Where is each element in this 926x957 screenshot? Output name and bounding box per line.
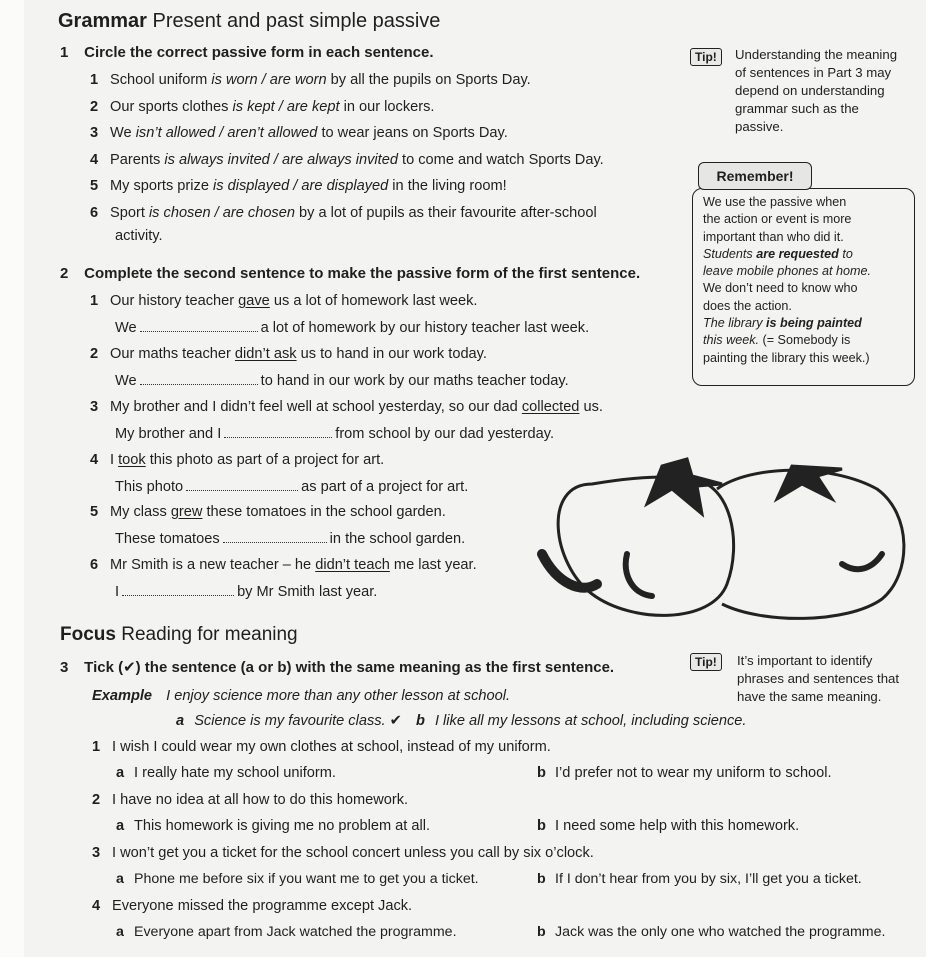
item-number: 3 — [92, 845, 101, 861]
example-text: this week. — [703, 333, 759, 348]
item-number: 4 — [90, 152, 99, 168]
ex2-item-2-answer — [115, 372, 569, 389]
exercise-number: 2 — [60, 265, 69, 282]
remember-line: important than who did it. — [703, 229, 844, 244]
answer-lead: I — [115, 584, 120, 600]
answer-tail: from school by our dad yesterday. — [335, 426, 555, 442]
ex3-item-4-option-b[interactable] — [537, 924, 885, 940]
tip-line: passive. — [735, 119, 784, 134]
ex1-item-4 — [90, 152, 604, 168]
item-text: I — [110, 452, 119, 468]
answer-tail: to hand in our work by our maths teacher today. — [260, 373, 569, 389]
answer-tail: in the school garden. — [329, 531, 466, 547]
remember-title: Remember! — [698, 162, 812, 190]
item-number: 5 — [90, 178, 99, 194]
tip-label: Tip! — [690, 653, 722, 671]
item-text: by all the pupils on Sports Day. — [326, 72, 531, 88]
item-text: Our sports clothes — [110, 99, 233, 115]
ex3-item-2-option-a[interactable] — [116, 818, 430, 834]
page-margin — [0, 0, 24, 957]
item-text: these tomatoes in the school garden. — [202, 504, 446, 520]
ex3-item-1-option-b[interactable] — [537, 765, 832, 781]
tip-line: phrases and sentences that — [737, 671, 900, 686]
title-rest: Present and past simple passive — [152, 10, 441, 32]
answer-blank[interactable] — [140, 319, 258, 332]
remember-example-1 — [703, 246, 871, 263]
tip-line: It’s important to identify — [737, 653, 873, 668]
item-text: by a lot of pupils as their favourite after-school — [294, 205, 597, 221]
tick-icon: ✔ — [389, 713, 402, 729]
item-text: Our maths teacher — [110, 346, 235, 362]
tip-line: have the same meaning. — [737, 689, 882, 704]
ex2-item-6 — [90, 557, 477, 573]
exercise-3-instruction — [60, 658, 614, 676]
answer-blank[interactable] — [186, 478, 298, 491]
remember-line: the action or event is more — [703, 212, 852, 227]
item-text: us a lot of homework last week. — [269, 293, 478, 309]
underlined-verb: took — [118, 452, 146, 468]
ex3-item-1 — [92, 739, 551, 755]
page-title — [58, 10, 440, 33]
exercise-number: 1 — [60, 44, 69, 61]
option-label: a — [116, 818, 125, 834]
exercise-2-instruction — [60, 265, 640, 282]
item-text: Everyone missed the programme except Jack. — [112, 898, 413, 914]
ex1-item-6-continued: activity. — [115, 228, 163, 244]
tip-line: Understanding the meaning — [735, 47, 898, 62]
instruction-text: Complete the second sentence to make the passive form of the first sentence. — [84, 265, 641, 282]
ex3-item-3-option-b[interactable] — [537, 871, 862, 887]
item-options[interactable]: is kept / are kept — [232, 99, 340, 115]
example-text: to — [838, 246, 853, 261]
item-text: to wear jeans on Sports Day. — [317, 125, 508, 141]
item-number: 6 — [90, 557, 99, 573]
item-text: We — [110, 125, 136, 141]
ex3-item-2-option-b[interactable] — [537, 818, 799, 834]
tip-line: of sentences in Part 3 may — [735, 65, 892, 80]
answer-lead: My brother and I — [115, 426, 222, 442]
ex2-item-5 — [90, 504, 446, 520]
item-text: us to hand in our work today. — [296, 346, 487, 362]
item-options[interactable]: isn’t allowed / aren’t allowed — [135, 125, 318, 141]
remember-line: We don’t need to know who — [703, 281, 858, 296]
item-text: I wish I could wear my own clothes at school, instead of my uniform. — [112, 739, 551, 755]
underlined-verb: grew — [170, 504, 203, 520]
option-b-text: If I don’t hear from you by six, I’ll get you a ticket. — [555, 871, 862, 887]
tip-2-badge — [690, 653, 722, 671]
title-bold: Grammar — [58, 10, 147, 32]
item-number: 3 — [90, 125, 99, 141]
ex2-item-6-answer — [115, 583, 377, 600]
example-text: The library — [703, 316, 766, 331]
underlined-verb: gave — [238, 293, 270, 309]
option-label: a — [116, 765, 125, 781]
option-label: b — [537, 818, 546, 834]
item-number: 1 — [92, 739, 101, 755]
item-number: 5 — [90, 504, 99, 520]
tip-line: grammar such as the — [735, 101, 859, 116]
option-b-text: I need some help with this homework. — [555, 818, 800, 834]
answer-lead: We — [115, 373, 137, 389]
item-options[interactable]: is always invited / are always invited — [164, 152, 398, 168]
option-label: a — [176, 713, 185, 729]
item-number: 1 — [90, 293, 99, 309]
item-text: My class — [110, 504, 171, 520]
item-number: 2 — [90, 346, 99, 362]
ex2-item-4 — [90, 452, 384, 468]
remember-example-2 — [703, 315, 871, 332]
option-b-text: I like all my lessons at school, including science. — [434, 713, 747, 729]
option-label: b — [537, 765, 546, 781]
example-text: Students — [703, 246, 757, 261]
ex2-item-1 — [90, 293, 477, 309]
answer-lead: We — [115, 320, 137, 336]
option-a-text: This homework is giving me no problem at all. — [134, 818, 431, 834]
ex2-item-2 — [90, 346, 487, 362]
example-label: Example — [92, 688, 153, 704]
ex3-item-4-option-a[interactable] — [116, 924, 457, 940]
item-text: Sport — [110, 205, 149, 221]
example-emphasis: is being painted — [766, 316, 862, 331]
ex3-item-1-option-a[interactable] — [116, 765, 336, 781]
underlined-verb: collected — [521, 399, 580, 415]
item-text: Our history teacher — [110, 293, 239, 309]
item-number: 4 — [92, 898, 101, 914]
item-number: 2 — [90, 99, 99, 115]
instruction-text: Tick (✔) the sentence (a or b) with the same meaning as the first sentence. — [84, 659, 615, 676]
ex3-item-2 — [92, 792, 408, 808]
ex1-item-2 — [90, 99, 434, 115]
example-sentence — [92, 688, 510, 704]
tip-1-badge — [690, 48, 722, 66]
ex2-item-1-answer — [115, 319, 589, 336]
exercise-1-instruction — [60, 44, 434, 61]
focus-bold: Focus — [60, 624, 116, 645]
remember-line: We use the passive when — [703, 195, 847, 209]
answer-blank[interactable] — [223, 530, 327, 543]
example-text: leave mobile phones at home. — [703, 264, 872, 279]
item-text: I won’t get you a ticket for the school concert unless you call by six o’clock. — [112, 845, 594, 861]
ex1-item-1 — [90, 72, 531, 88]
tomatoes-illustration — [512, 444, 912, 629]
answer-blank[interactable] — [122, 583, 234, 596]
item-number: 2 — [92, 792, 101, 808]
example-emphasis: are requested — [756, 246, 839, 261]
item-text: this photo as part of a project for art. — [145, 452, 385, 468]
focus-rest: Reading for meaning — [121, 624, 298, 645]
underlined-verb: didn’t teach — [315, 557, 390, 573]
answer-lead: These tomatoes — [115, 531, 220, 547]
answer-lead: This photo — [115, 479, 184, 495]
option-a-text: Everyone apart from Jack watched the programme. — [134, 924, 457, 940]
ex2-item-3-answer — [115, 425, 554, 442]
ex2-item-4-answer — [115, 478, 468, 495]
exercise-number: 3 — [60, 659, 69, 676]
item-text: My brother and I didn’t feel well at school yesterday, so our dad — [110, 399, 522, 415]
item-number: 6 — [90, 205, 99, 221]
option-label: b — [537, 871, 546, 887]
option-a-text: I really hate my school uniform. — [134, 765, 336, 781]
item-text: me last year. — [389, 557, 477, 573]
answer-blank[interactable] — [140, 372, 258, 385]
underlined-verb: didn’t ask — [234, 346, 297, 362]
option-label: a — [116, 924, 124, 940]
item-text: My sports prize — [110, 178, 213, 194]
instruction-text: Circle the correct passive form in each sentence. — [84, 44, 434, 61]
item-text: to come and watch Sports Day. — [397, 152, 604, 168]
item-options[interactable]: is displayed / are displayed — [213, 178, 389, 194]
answer-blank[interactable] — [224, 425, 332, 438]
item-number: 4 — [90, 452, 99, 468]
option-a-text: Phone me before six if you want me to get you a ticket. — [134, 871, 479, 887]
ex2-item-5-answer — [115, 530, 465, 547]
example-text: I enjoy science more than any other lesson at school. — [166, 688, 511, 704]
remember-text — [703, 194, 871, 367]
answer-tail: by Mr Smith last year. — [237, 584, 378, 600]
option-label: a — [116, 871, 124, 887]
ex3-item-3-option-a[interactable] — [116, 871, 479, 887]
item-options[interactable]: is chosen / are chosen — [148, 205, 295, 221]
example-options — [176, 712, 746, 729]
item-text: in our lockers. — [339, 99, 435, 115]
tip-2-text — [737, 652, 899, 706]
tip-label: Tip! — [690, 48, 722, 66]
option-label: b — [537, 924, 546, 940]
ex3-item-3 — [92, 845, 594, 861]
item-text: in the living room! — [388, 178, 507, 194]
item-options[interactable]: is worn / are worn — [211, 72, 327, 88]
option-b-text: Jack was the only one who watched the programme. — [555, 924, 886, 940]
item-number: 1 — [90, 72, 99, 88]
remember-line: painting the library this week.) — [703, 350, 870, 365]
ex1-item-3 — [90, 125, 508, 141]
item-number: 3 — [90, 399, 99, 415]
tip-1-text — [735, 46, 897, 136]
answer-tail: as part of a project for art. — [301, 479, 469, 495]
ex1-item-5 — [90, 178, 507, 194]
focus-heading — [60, 624, 298, 646]
option-a-text: Science is my favourite class. — [194, 713, 386, 729]
tip-line: depend on understanding — [735, 83, 885, 98]
item-text: Parents — [110, 152, 165, 168]
option-b-text: I’d prefer not to wear my uniform to school. — [555, 765, 832, 781]
remember-line: does the action. — [703, 298, 792, 313]
ex1-item-6 — [90, 205, 597, 221]
ex2-item-3 — [90, 399, 603, 415]
option-label: b — [415, 713, 425, 729]
example-note: (= Somebody is — [759, 333, 851, 348]
item-text: I have no idea at all how to do this homework. — [112, 792, 409, 808]
item-text: School uniform — [110, 72, 212, 88]
ex3-item-4 — [92, 898, 412, 914]
answer-tail: a lot of homework by our history teacher last week. — [260, 320, 590, 336]
item-text: Mr Smith is a new teacher – he — [110, 557, 316, 573]
item-text: us. — [579, 399, 603, 415]
